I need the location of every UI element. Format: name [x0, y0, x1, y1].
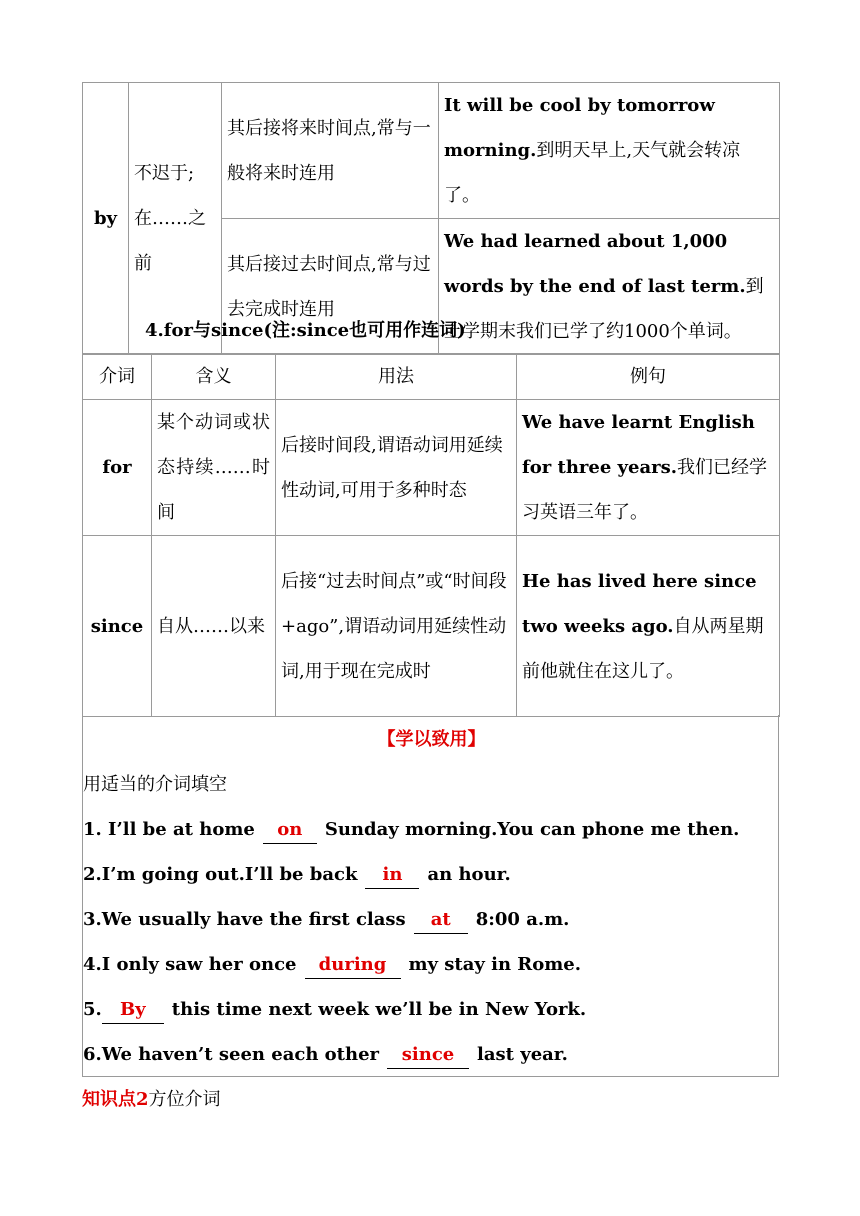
since-usage-cell: 后接“过去时间点”或“时间段+ago”,谓语动词用延续性动词,用于现在完成时: [276, 536, 517, 717]
by-example-1: [439, 83, 780, 219]
exercise-3-text-after: 8:00 a.m.: [475, 909, 570, 930]
exercise-5-text-after: this time next week we’ll be in New York.: [171, 999, 587, 1020]
practice-box: [82, 715, 779, 1077]
for-example-cn: 我们已经学习英语三年了。: [522, 457, 768, 523]
by-example-2: [439, 219, 780, 355]
section-2-label: 知识点2: [82, 1089, 149, 1110]
practice-title: 【学以致用】: [377, 729, 486, 750]
exercise-2-text-after: an hour.: [427, 864, 511, 885]
since-row: [83, 536, 780, 717]
since-example-en: He has lived here since two weeks ago.: [522, 570, 757, 637]
by-meaning-cell: 不迟于;在……之前: [129, 83, 222, 355]
exercise-3: [83, 897, 569, 942]
exercise-2: [83, 852, 511, 897]
by-usage-1: 其后接将来时间点,常与一般将来时连用: [222, 83, 439, 219]
for-example-en: We have learnt English for three years.: [522, 412, 755, 478]
practice-instruction: 用适当的介词填空: [83, 774, 227, 795]
section-2-title: 方位介词: [148, 1089, 221, 1110]
header-meaning: 含义: [152, 354, 276, 400]
exercise-6: [83, 1032, 568, 1077]
for-usage-cell: 后接时间段,谓语动词用延续性动词,可用于多种时态: [276, 400, 517, 536]
exercise-3-answer-blank: at: [414, 907, 468, 934]
since-prep-cell: since: [83, 536, 152, 717]
by-example-1-en: It will be cool by tomorrow morning.: [444, 95, 715, 161]
header-example: 例句: [517, 354, 780, 400]
exercise-4: [83, 942, 581, 987]
for-meaning-cell: 某个动词或状态持续……时间: [152, 400, 276, 536]
since-example-cn: 自从两星期前他就住在这儿了。: [522, 615, 764, 682]
by-row-1: [83, 83, 780, 219]
since-meaning-cell: 自从……以来: [152, 536, 276, 717]
by-prep-cell: by: [83, 83, 129, 355]
header-prep: 介词: [83, 354, 152, 400]
exercise-1: [83, 807, 739, 852]
section-2-heading: [82, 1080, 221, 1120]
by-example-2-en: We had learned about 1,000 words by the end of last term.: [444, 231, 746, 297]
by-example-1-cn: 到明天早上,天气就会转凉了。: [444, 140, 741, 206]
section-heading-for-since: 4.for与since(注:since也可用作连词): [145, 320, 466, 341]
since-example-cell: [517, 536, 780, 717]
for-prep-cell: for: [83, 400, 152, 536]
exercise-2-text-before: 2.I’m going out.I’ll be back: [83, 864, 358, 885]
header-usage: 用法: [276, 354, 517, 400]
for-example-cell: [517, 400, 780, 536]
exercise-4-answer-blank: during: [305, 952, 401, 979]
header-row: [83, 354, 780, 400]
exercise-6-text-after: last year.: [477, 1044, 568, 1065]
exercise-5-text-before: 5.: [83, 999, 102, 1020]
exercise-6-answer-blank: since: [387, 1042, 469, 1069]
by-usage-2: 其后接过去时间点,常与过去完成时连用: [222, 219, 439, 355]
exercise-3-text-before: 3.We usually have the first class: [83, 909, 406, 930]
exercise-1-text-before: 1. I’ll be at home: [83, 819, 255, 840]
exercise-1-answer-blank: on: [263, 817, 317, 844]
exercise-6-text-before: 6.We haven’t seen each other: [83, 1044, 380, 1065]
exercise-5-answer-blank: By: [102, 997, 164, 1024]
exercise-1-text-after: Sunday morning.You can phone me then.: [324, 819, 740, 840]
exercise-2-answer-blank: in: [365, 862, 419, 889]
for-row: [83, 400, 780, 536]
exercise-4-text-before: 4.I only saw her once: [83, 954, 297, 975]
exercise-5: [83, 987, 586, 1032]
by-example-2-cn: 到上学期末我们已学了约1000个单词。: [444, 276, 764, 342]
for-since-table: [82, 353, 780, 717]
exercise-4-text-after: my stay in Rome.: [408, 954, 582, 975]
